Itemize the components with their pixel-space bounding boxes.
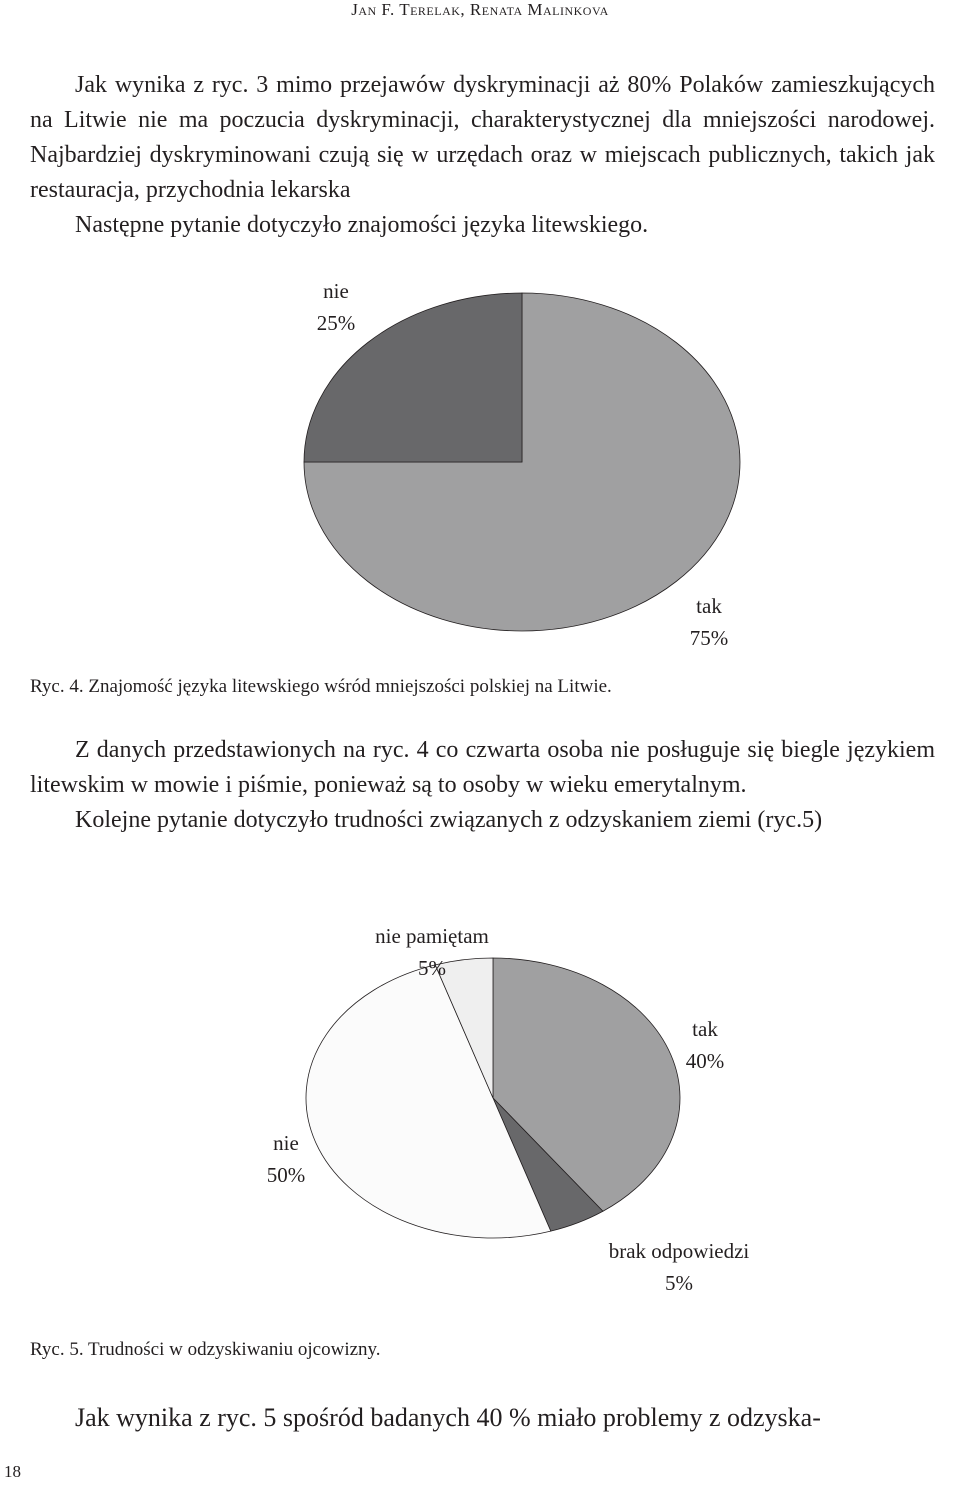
label-nie-name: nie bbox=[273, 1131, 299, 1155]
label-tak-value: 75% bbox=[689, 626, 729, 650]
paragraph-fig4-discussion: Z danych przedstawionych na ryc. 4 co czwarta osoba nie posługuje się biegle językiem litewskim w mowie i piśmie, ponieważ są to osoby w wieku emerytalnym. bbox=[30, 737, 935, 798]
paragraph-language-question: Następne pytanie dotyczyło znajomości języka litewskiego. bbox=[75, 212, 649, 238]
label-tak-name: tak bbox=[696, 594, 722, 618]
label-brak-odpowiedzi-value: 5% bbox=[665, 1271, 693, 1295]
label-tak-value: 40% bbox=[685, 1049, 725, 1073]
label-nie-pamietam-value: 5% bbox=[418, 956, 446, 980]
paragraph-discrimination: Jak wynika z ryc. 3 mimo przejawów dyskryminacji aż 80% Polaków zamieszkujących na Litwie nie ma poczucia dyskryminacji, charakterystycznej dla mniejszości narodowej. Najbardziej dyskryminowani czują się w urzędach oraz w miejscach publicznych, takich jak restauracja, przychodnia lekarska bbox=[30, 72, 935, 203]
label-nie-value: 25% bbox=[316, 311, 356, 335]
label-nie-name: nie bbox=[323, 279, 349, 303]
label-nie-value: 50% bbox=[266, 1163, 306, 1187]
label-nie-pamietam-name: nie pamiętam bbox=[375, 924, 489, 948]
figure-5-caption: Ryc. 5. Trudności w odzyskiwaniu ojcowizny. bbox=[30, 1339, 381, 1360]
label-tak-name: tak bbox=[692, 1017, 718, 1041]
figure-4-caption: Ryc. 4. Znajomość języka litewskiego wśród mniejszości polskiej na Litwie. bbox=[30, 676, 612, 697]
label-brak-odpowiedzi-name: brak odpowiedzi bbox=[608, 1239, 750, 1263]
page-number: 18 bbox=[4, 1462, 21, 1481]
paragraph-land-question: Kolejne pytanie dotyczyło trudności związanych z odzyskaniem ziemi (ryc.5) bbox=[75, 807, 823, 833]
paragraph-fig5-discussion: Jak wynika z ryc. 5 spośród badanych 40 % miało problemy z odzyska- bbox=[75, 1403, 821, 1432]
running-header: Jan F. Terelak, Renata Malinkova bbox=[351, 0, 609, 19]
